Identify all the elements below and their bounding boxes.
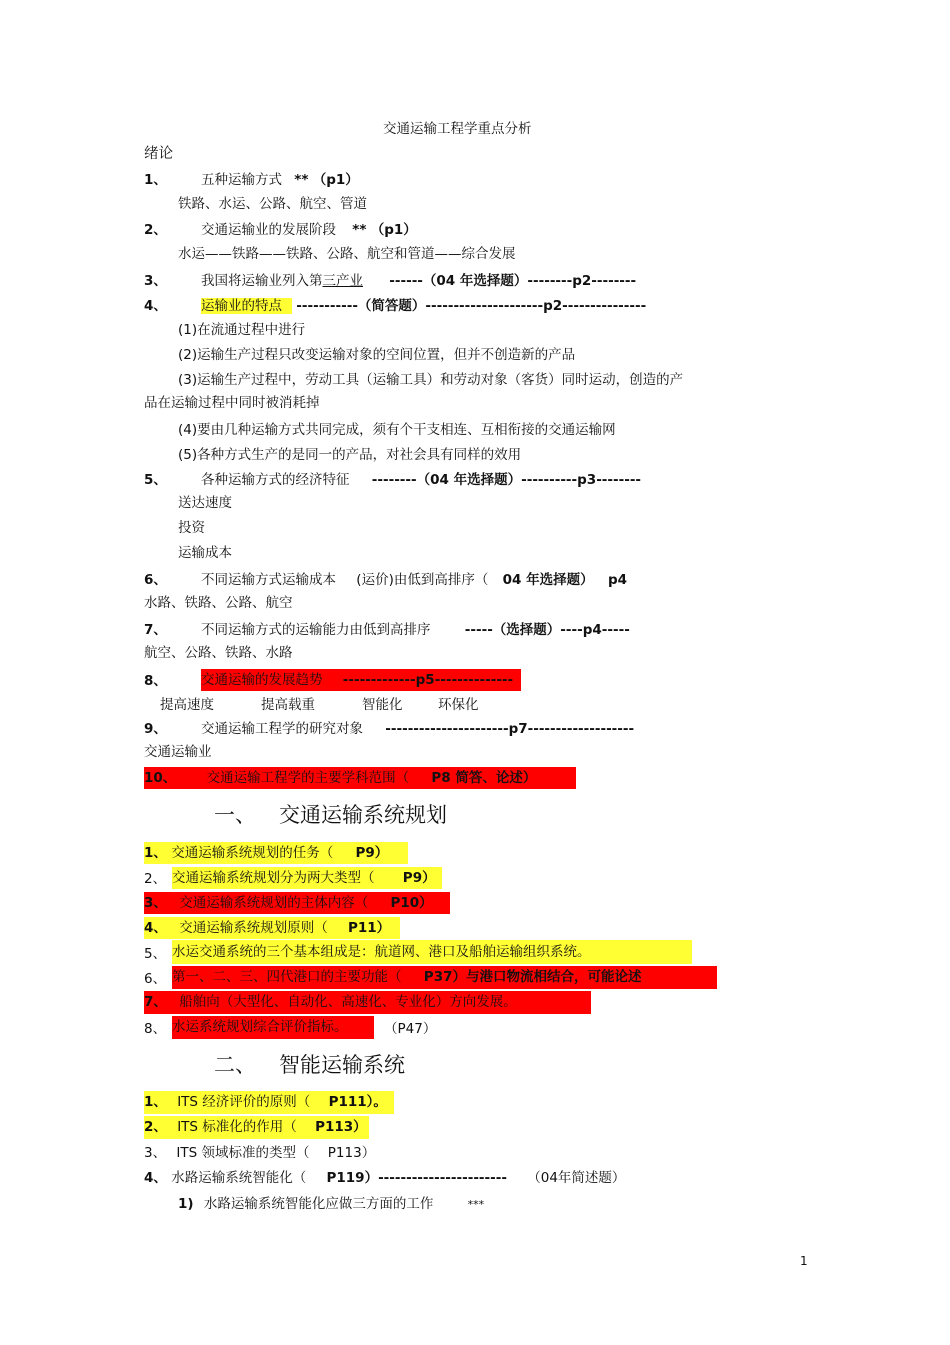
item-8-sub-4: 环保化 <box>438 697 479 713</box>
item-7-sub: 航空、公路、铁路、水路 <box>144 645 293 661</box>
item-4-point-2: (2)运输生产过程只改变运输对象的空间位置，但并不创造新的产品 <box>178 347 576 363</box>
section-2-sub-text: 水路运输系统智能化应做三方面的工作 <box>203 1196 434 1212</box>
item-2-ref: （p1） <box>370 222 417 238</box>
item-5-sub-2: 投资 <box>178 520 205 536</box>
item-3 <box>201 272 636 290</box>
section-2-item-3-number: 3、 <box>144 1145 167 1161</box>
section-1-item-1-number: 1、 <box>144 845 167 861</box>
item-4-number: 4、 <box>144 298 167 314</box>
section-1-item-4-text: 交通运输系统规划原则（ <box>179 920 328 936</box>
section-1-item-8-ref: （P47） <box>384 1021 437 1037</box>
section-1-item-2 <box>172 867 442 889</box>
item-9 <box>201 720 634 738</box>
page-number: 1 <box>800 1254 808 1268</box>
section-1-item-3-ref: P10） <box>390 895 433 911</box>
item-6-text: 不同运输方式运输成本 <box>201 572 336 588</box>
item-7-text: 不同运输方式的运输能力由低到高排序 <box>201 622 431 638</box>
item-3-tail: ------（04 年选择题）--------p2-------- <box>389 273 637 289</box>
section-1-item-6-text: 第一、二、三、四代港口的主要功能（ <box>172 969 402 985</box>
section-1-item-2-text: 交通运输系统规划分为两大类型（ <box>172 870 375 886</box>
item-5-text: 各种运输方式的经济特征 <box>201 472 350 488</box>
item-2-text: 交通运输业的发展阶段 <box>201 222 336 238</box>
section-2-number: 二、 <box>214 1053 256 1077</box>
section-2-item-1-ref: P111）。 <box>328 1094 387 1110</box>
item-10-text: 交通运输工程学的主要学科范围（ <box>206 770 410 786</box>
item-6-tail: 04 年选择题） <box>502 572 594 588</box>
item-6-sub: 水路、铁路、公路、航空 <box>144 595 293 611</box>
section-2-item-3-ref: P113） <box>327 1145 376 1161</box>
item-4-text: 运输业的特点 <box>201 298 292 314</box>
section-2-item-1-text: ITS 经济评价的原则（ <box>177 1094 311 1110</box>
item-5-tail: --------（04 年选择题）----------p3-------- <box>371 472 642 488</box>
section-2-item-1 <box>144 1091 394 1114</box>
item-2 <box>201 221 417 239</box>
item-1-number: 1、 <box>144 172 167 188</box>
item-2-stars: ** <box>352 222 367 238</box>
section-1-item-5-text: 水运交通系统的三个基本组成是：航道网、港口及船舶运输组织系统。 <box>172 944 591 960</box>
section-1-item-1-text: 交通运输系统规划的任务（ <box>171 845 334 861</box>
section-2-item-3 <box>144 1144 375 1162</box>
section-2-item-4 <box>144 1169 625 1187</box>
section-1-item-7-text: 船舶向（大型化、自动化、高速化、专业化）方向发展。 <box>179 994 517 1010</box>
section-1-item-3-number: 3、 <box>144 895 167 911</box>
item-3-underlined: 三产业 <box>322 273 363 289</box>
item-9-sub: 交通运输业 <box>144 744 212 760</box>
section-2-item-3-text: ITS 领域标准的类型（ <box>176 1145 310 1161</box>
item-7 <box>201 621 630 639</box>
item-1-text: 五种运输方式 <box>201 172 282 188</box>
section-1-item-1 <box>144 842 408 864</box>
item-10-number: 10、 <box>144 770 177 786</box>
item-4-point-5: (5)各种方式生产的是同一的产品，对社会具有同样的效用 <box>178 447 522 463</box>
item-9-text: 交通运输工程学的研究对象 <box>201 721 363 737</box>
item-1-ref: （p1） <box>312 172 359 188</box>
section-2-sub-number: 1) <box>178 1196 194 1212</box>
section-1-item-6 <box>172 966 717 989</box>
section-2-item-2-ref: P113） <box>315 1119 367 1135</box>
section-1-item-8-text: 水运系统规划综合评价指标。 <box>172 1019 348 1035</box>
section-1-number: 一、 <box>214 803 256 827</box>
item-5-sub-1: 送达速度 <box>178 495 232 511</box>
section-1-item-4-ref: P11） <box>348 920 391 936</box>
item-8-text: 交通运输的发展趋势 <box>201 672 323 688</box>
section-2-item-2-text: ITS 标准化的作用（ <box>177 1119 297 1135</box>
item-3-text: 我国将运输业列入第 <box>201 273 323 289</box>
item-2-number: 2、 <box>144 222 167 238</box>
item-8-number: 8、 <box>144 673 167 689</box>
item-4-point-3: (3)运输生产过程中，劳动工具（运输工具）和劳动对象（客货）同时运动，创造的产 <box>178 372 684 388</box>
section-2-item-2 <box>144 1116 369 1139</box>
section-1-title: 交通运输系统规划 <box>279 803 447 827</box>
section-2-sub-stars: *** <box>467 1198 485 1211</box>
section-1-item-4-number: 4、 <box>144 920 167 936</box>
section-2-item-1-number: 1、 <box>144 1094 167 1110</box>
item-8-sub-1: 提高速度 <box>160 697 214 713</box>
item-2-sub: 水运——铁路——铁路、公路、航空和管道——综合发展 <box>178 246 516 262</box>
section-1-item-6-number: 6、 <box>144 971 167 987</box>
item-8 <box>201 669 521 691</box>
section-2-item-2-number: 2、 <box>144 1119 167 1135</box>
section-2-item-4-text: 水路运输系统智能化（ <box>171 1170 307 1186</box>
section-1-item-6-ref: P37）与港口物流相结合，可能论述 <box>423 969 642 985</box>
item-1 <box>201 171 359 189</box>
item-6 <box>201 571 627 589</box>
item-3-number: 3、 <box>144 273 167 289</box>
section-2-item-4-number: 4、 <box>144 1170 167 1186</box>
section-2-title: 智能运输系统 <box>279 1053 405 1077</box>
section-1-item-3 <box>144 892 450 914</box>
item-4-point-4: (4)要由几种运输方式共同完成，须有个干支相连、互相衔接的交通运输网 <box>178 422 616 438</box>
section-1-item-2-ref: P9） <box>402 870 436 886</box>
item-6-mid: (运价)由低到高排序（ <box>356 572 489 588</box>
item-4-point-1: (1)在流通过程中进行 <box>178 322 306 338</box>
section-2-item-4-tail: （04年简述题） <box>527 1170 626 1186</box>
section-1-item-1-ref: P9） <box>355 845 389 861</box>
item-7-tail: -----（选择题）----p4----- <box>464 622 630 638</box>
section-2-item-4-ref: P119）----------------------- <box>326 1170 507 1186</box>
item-5-number: 5、 <box>144 472 167 488</box>
section-1-item-5 <box>172 940 692 964</box>
item-6-number: 6、 <box>144 572 167 588</box>
section-1-item-2-number: 2、 <box>144 871 167 887</box>
section-1-item-3-text: 交通运输系统规划的主体内容（ <box>179 895 369 911</box>
section-1-item-7-number: 7、 <box>144 994 167 1010</box>
section-1-item-8 <box>172 1016 374 1039</box>
section-1-item-5-number: 5、 <box>144 946 167 962</box>
item-4 <box>201 297 646 315</box>
section-1-item-8-number: 8、 <box>144 1021 167 1037</box>
item-8-sub-2: 提高载重 <box>261 697 315 713</box>
section-1-item-7 <box>144 991 591 1014</box>
item-6-page: p4 <box>607 572 627 588</box>
item-4-point-3-cont: 品在运输过程中同时被消耗掉 <box>144 395 320 411</box>
item-5-sub-3: 运输成本 <box>178 545 232 561</box>
item-9-number: 9、 <box>144 721 167 737</box>
section-1-item-4 <box>144 917 400 939</box>
item-7-number: 7、 <box>144 622 167 638</box>
item-4-tail: -----------（简答题）---------------------p2--------------- <box>296 298 647 314</box>
item-10 <box>144 767 576 789</box>
item-1-sub: 铁路、水运、公路、航空、管道 <box>178 196 367 212</box>
item-5 <box>201 471 641 489</box>
intro-heading: 绪论 <box>144 146 173 162</box>
item-10-tail: P8 简答、论述） <box>431 770 537 786</box>
item-1-stars: ** <box>294 172 309 188</box>
section-2-sub <box>178 1195 484 1214</box>
page-title: 交通运输工程学重点分析 <box>383 121 532 137</box>
item-8-tail: -------------p5-------------- <box>342 672 514 688</box>
item-9-tail: ----------------------p7------------------- <box>385 721 635 737</box>
item-8-sub-3: 智能化 <box>362 697 403 713</box>
